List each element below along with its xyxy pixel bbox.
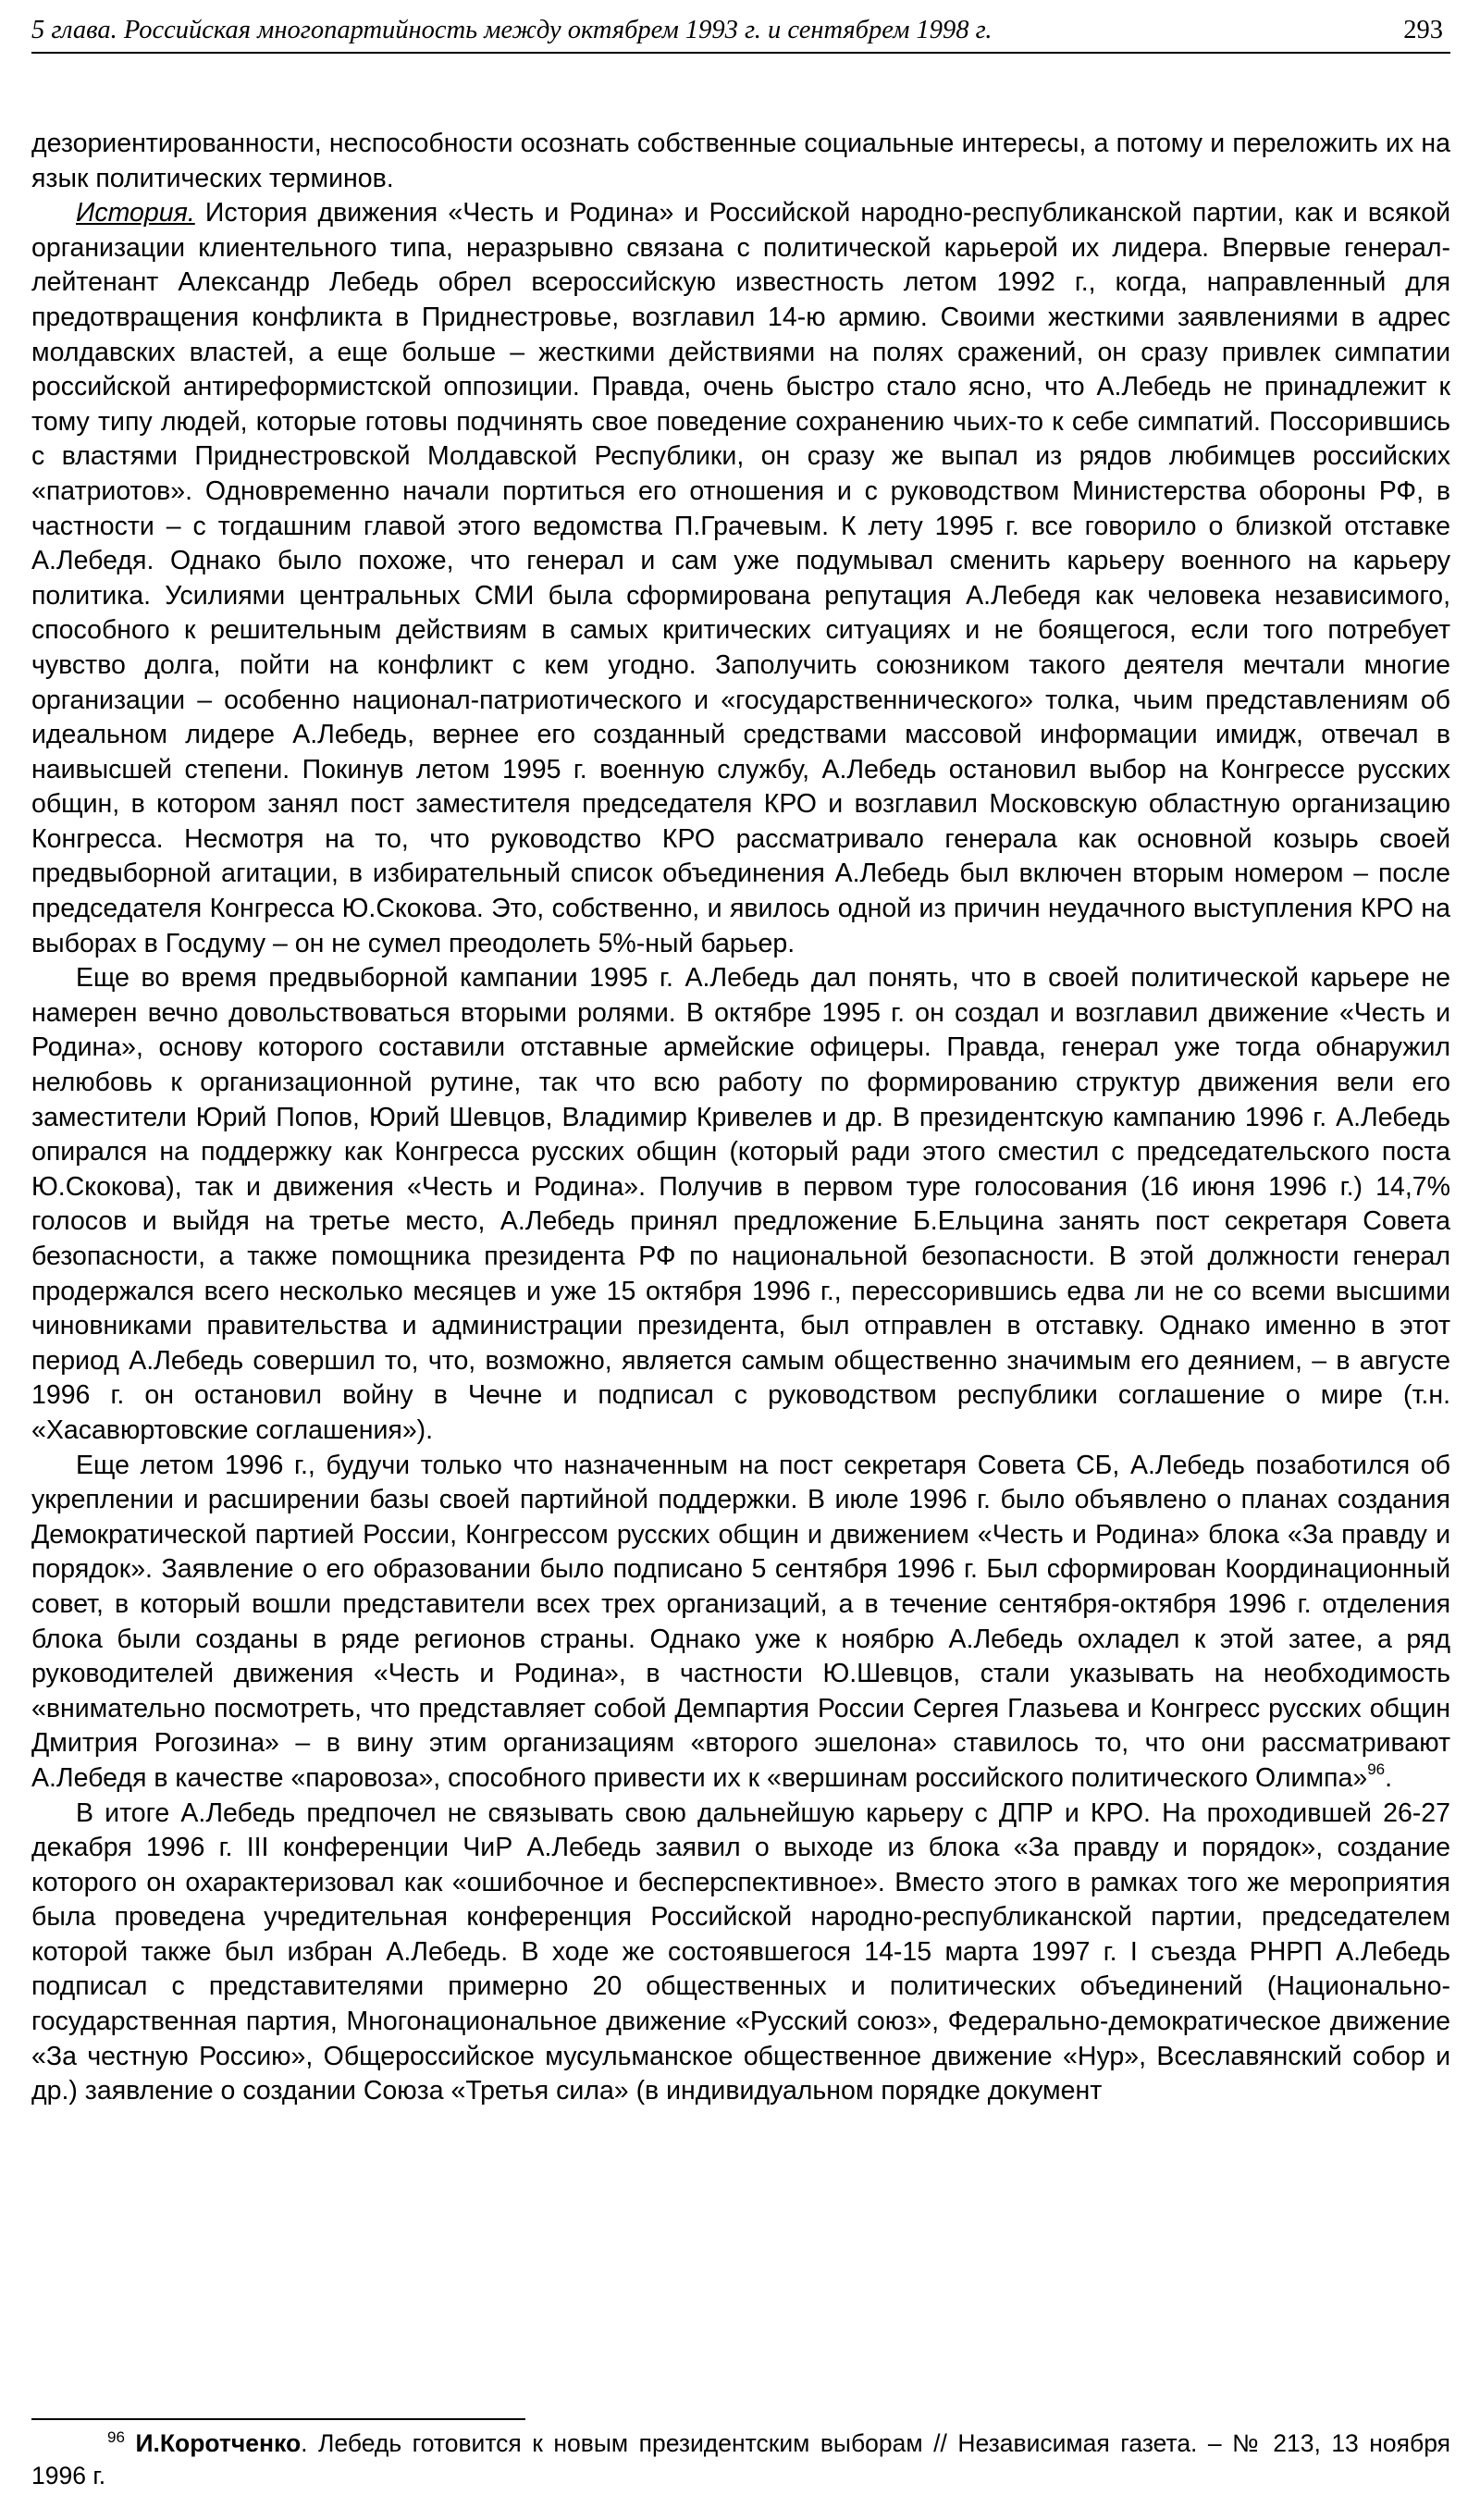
- footnote-number: 96: [107, 2428, 125, 2447]
- footnote-text: . Лебедь готовится к новым президентским выборам // Независимая газета. – № 213, 13 ноября 1996 г.: [31, 2429, 1450, 2489]
- footnote-divider: [31, 2418, 525, 2420]
- paragraph-end: .: [1385, 1762, 1393, 1793]
- paragraph-text: История движения «Честь и Родина» и Российской народно-республиканской партии, как и всякой организации клиентельного типа, неразрывно связана с политической карьерой их лидера. Впервые генерал-лейтенант Александр Лебедь обрел всероссийскую известность летом 1992 г., когда, направленный для предотвращения конфликта в Приднестровье, возглавил 14-ю армию. Своими жесткими заявлениями в адрес молдавских властей, а еще больше – жесткими действиями на полях сражений, он сразу привлек симпатии российской антиреформистской оппозиции. Правда, очень быстро стало ясно, что А.Лебедь не принадлежит к тому типу людей, которые готовы подчинять свое поведение сохранению чьих-то к себе симпатий. Поссорившись с властями Приднестровской Молдавской Республики, он сразу же выпал из рядов любимцев российских «патриотов». Одновременно начали портиться его отношения и с руководством Министерства обороны РФ, в частности – с тогдашним главой этого ведомства П.Грачевым. К лету 1995 г. все говорило о близкой отставке А.Лебедя. Однако было похоже, что генерал и сам уже подумывал сменить карьеру военного на карьеру политика. Усилиями центральных СМИ была сформирована репутация А.Лебедя как человека независимого, способного к решительным действиям в самых критических ситуациях и не боящегося, если того потребует чувство долга, пойти на конфликт с кем угодно. Заполучить союзником такого деятеля мечтали многие организации – особенно национал-патриотического и «государственнического» толка, чьим представлениям об идеальном лидере А.Лебедь, вернее его созданный средствами массовой информации имидж, отвечал в наивысшей степени. Покинув летом 1995 г. военную службу, А.Лебедь остановил выбор на Конгрессе русских общин, в котором занял пост заместителя председателя КРО и возглавил Московскую областную организацию Конгресса. Несмотря на то, что руководство КРО рассматривало генерала как основной козырь своей предвыборной агитации, в избирательный список объединения А.Лебедь был включен вторым номером – после председателя Конгресса Ю.Скокова. Это, собственно, и явилось одной из причин неудачного выступления КРО на выборах в Госдуму – он не сумел преодолеть 5%-ный барьер.: [31, 198, 1450, 958]
- section-lead-in: История.: [76, 198, 195, 229]
- paragraph-history: [31, 196, 1450, 961]
- main-text: [31, 127, 1450, 2109]
- paragraph-continued: дезориентированности, неспособности осознать собственные социальные интересы, а потому и переложить их на язык политических терминов.: [31, 129, 1450, 193]
- running-header: [31, 9, 1450, 54]
- paragraph-text: Еще летом 1996 г., будучи только что назначенным на пост секретаря Совета СБ, А.Лебедь позаботился об укреплении и расширении базы своей партийной поддержки. В июле 1996 г. было объявлено о планах создания Демократической партией России, Конгрессом русских общин и движением «Честь и Родина» блока «За правду и порядок». Заявление о его образовании было подписано 5 сентября 1996 г. Был сформирован Координационный совет, в который вошли представители всех трех организаций, а в течение сентября-октября 1996 г. отделения блока были созданы в ряде регионов страны. Однако уже к ноябрю А.Лебедь охладел к этой затее, а ряд руководителей движения «Честь и Родина», в частности Ю.Шевцов, стали указывать на необходимость «внимательно посмотреть, что представляет собой Демпартия России Сергея Глазьева и Конгресс русских общин Дмитрия Рогозина» – в вину этим организациям «второго эшелона» ставилось то, что они рассматривают А.Лебедя в качестве «паровоза», способного привести их к «вершинам российского политического Олимпа»: [31, 1450, 1450, 1793]
- footnote: [31, 2427, 1450, 2492]
- page-number: 293: [1403, 16, 1443, 44]
- paragraph: В итоге А.Лебедь предпочел не связывать свою дальнейшую карьеру с ДПР и КРО. На проходившей 26-27 декабря 1996 г. III конференции ЧиР А.Лебедь заявил о выходе из блока «За правду и порядок», создание которого он охарактеризовал как «ошибочное и бесперспективное». Вместо этого в рамках того же мероприятия была проведена учредительная конференция Российской народно-республиканской партии, председателем которой также был избран А.Лебедь. В ходе же состоявшегося 14-15 марта 1997 г. I съезда РНРП А.Лебедь подписал с представителями примерно 20 общественных и политических объединений (Национально-государственная партия, Многонациональное движение «Русский союз», Федерально-демократическое движение «За честную Россию», Общероссийское мусульманское общественное движение «Нур», Всеславянский собор и др.) заявление о создании Союза «Третья сила» (в индивидуальном порядке документ: [31, 1797, 1450, 2106]
- chapter-title: 5 глава. Российская многопартийность между октябрем 1993 г. и сентябрем 1998 г.: [31, 16, 993, 44]
- paragraph: [31, 1449, 1450, 1797]
- footnote-author: И.Коротченко: [135, 2429, 302, 2457]
- paragraph: Еще во время предвыборной кампании 1995 г. А.Лебедь дал понять, что в своей политической карьере не намерен вечно довольствоваться вторыми ролями. В октябре 1995 г. он создал и возглавил движение «Честь и Родина», основу которого составили отставные армейские офицеры. Правда, генерал уже тогда обнаружил нелюбовь к организационной рутине, так что всю работу по формированию структур движения вели его заместители Юрий Попов, Юрий Шевцов, Владимир Кривелев и др. В президентскую кампанию 1996 г. А.Лебедь опирался на поддержку как Конгресса русских общин (который ради этого сместил с председательского поста Ю.Скокова), так и движения «Честь и Родина». Получив в первом туре голосования (16 июня 1996 г.) 14,7% голосов и выйдя на третье место, А.Лебедь принял предложение Б.Ельцина занять пост секретаря Совета безопасности, а также помощника президента РФ по национальной безопасности. В этой должности генерал продержался всего несколько месяцев и уже 15 октября 1996 г., перессорившись едва ли не со всеми высшими чиновниками правительства и администрации президента, был отправлен в отставку. Однако именно в этот период А.Лебедь совершил то, что, возможно, является самым общественно значимым его деянием, – в августе 1996 г. он остановил войну в Чечне и подписал с руководством республики соглашение о мире (т.н. «Хасавюртовские соглашения»).: [31, 963, 1450, 1445]
- footnote-reference[interactable]: 96: [1367, 1760, 1386, 1779]
